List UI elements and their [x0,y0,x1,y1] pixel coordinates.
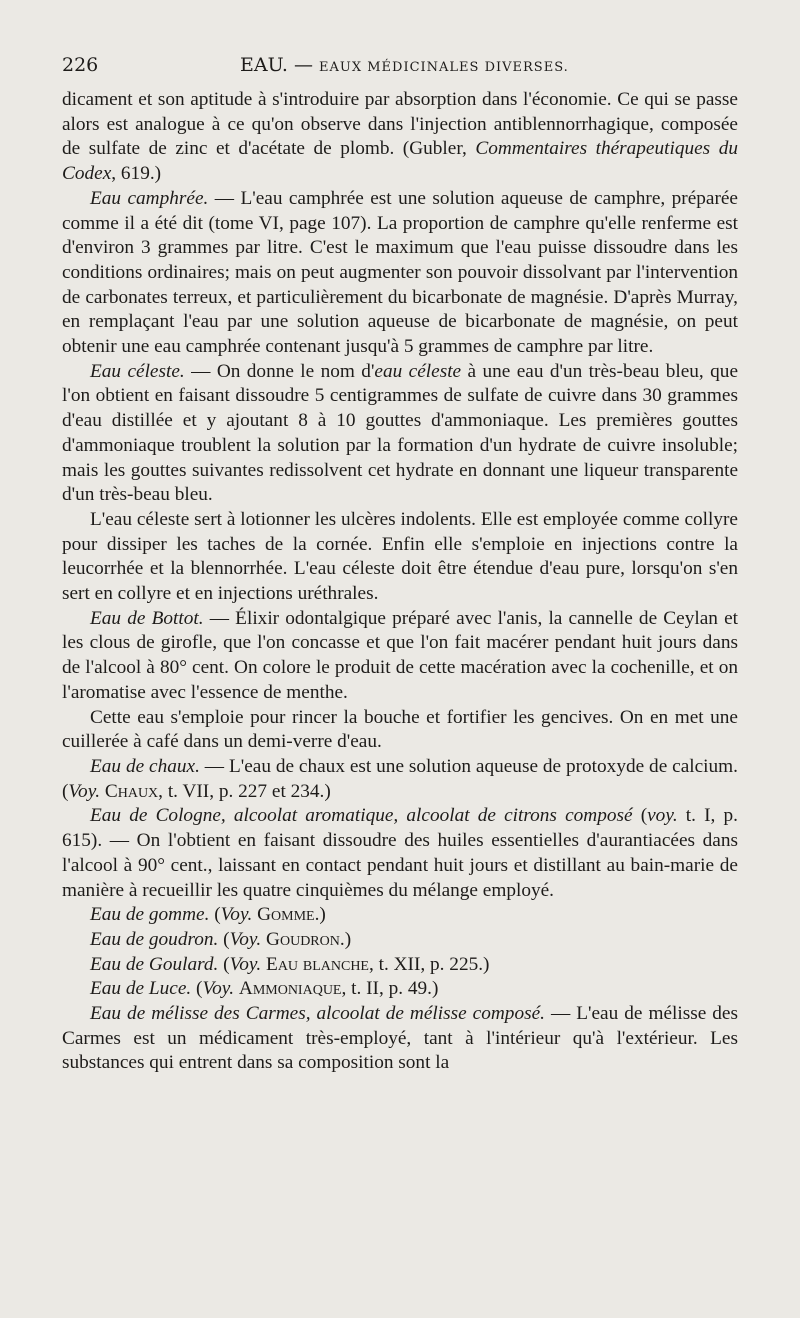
italic-run: voy. [647,805,678,827]
italic-run: Voy. [202,978,235,1000]
text-run: , 619.) [111,163,162,185]
paragraph [62,928,738,953]
italic-run: Voy. [68,780,101,802]
paragraph [62,903,738,928]
text-run: Cette eau s'emploie pour rincer la bouche et fortifier les gencives. On en met une cuillerée à café dans un demi-verre d'eau. [62,706,738,753]
paragraph [62,755,738,804]
running-header [62,54,738,84]
text-run: — Élixir odontalgique préparé avec l'anis, la cannelle de Ceylan et les clous de girofle, que l'on concasse et que l'on fait macérer pendant huit jours dans de l'alcool à 80° cent. On colore le produit de cette macération avec la cochenille, et on l'aromatise avec l'essence de menthe. [62,607,739,703]
text-run: ( [191,978,203,1000]
paragraph [62,508,738,607]
text-run: — L'eau de chaux est une solution aqueuse de protoxyde de calcium. ( [62,755,738,802]
text-run: — L'eau de mélisse des Carmes est un médicament très-employé, tant à l'intérieur qu'à l'extérieur. Les substances qui entrent dans sa composition sont la [62,1003,738,1074]
text-run: ( [209,904,221,926]
text-run: .) [339,928,352,950]
text-run: — L'eau camphrée est une solution aqueuse de camphre, préparée comme il a été dit (tome VI, page 107). La proportion de camphre qu'elle renferme est d'environ 3 grammes par litre. C'est le maximum que l'eau puisse dissoudre dans les conditions ordinaires; mais on peut augmenter son pouvoir dissolvant par l'intervention de carbonates terreux, et particulièrement du bicarbonate de magnésie. D'après Murray, en remplaçant l'eau par une solution aqueuse de bicarbonate de magnésie, on peut obtenir une eau camphrée contenant jusqu'à 5 grammes de camphre par litre. [62,187,738,358]
text-run: , t. II, p. 49.) [341,978,439,1000]
running-title [240,54,569,76]
paragraph [62,360,738,508]
small-caps-run: Goudron [266,928,340,950]
text-run: ( [218,953,230,975]
paragraph [62,953,738,978]
text-run: , t. VII, p. 227 et 234.) [158,780,331,802]
small-caps-run: Chaux [104,780,159,802]
italic-run: Eau céleste. [90,360,185,382]
italic-run: Eau de mélisse des Carmes, alcoolat de mélisse composé. [90,1003,545,1025]
text-run: ( [218,928,230,950]
text-run: .) [314,904,326,926]
paragraph [62,977,738,1002]
italic-run: Eau de chaux. [90,755,200,777]
small-caps-run: Gomme [257,904,315,926]
small-caps-run: Ammoniaque [238,978,342,1000]
page-number: 226 [62,54,99,76]
italic-run: Commentaires thérapeutiques du Codex [62,138,738,185]
italic-run: Voy. [229,953,262,975]
text-run: t. I, p. 615). — On l'obtient en faisant dissoudre des huiles essentielles d'aurantiacées dans l'alcool à 90° cent., laissant en contact pendant huit jours et distillant au bain-marie de manière à recueillir les quatre cinquièmes du mélange employé. [62,805,738,901]
running-title-separator: — [287,54,319,76]
paragraph [62,706,738,755]
italic-run: Eau de Bottot. [90,607,204,629]
running-title-main: EAU. [240,54,288,76]
text-run: L'eau céleste sert à lotionner les ulcères indolents. Elle est employée comme collyre pour dissiper les taches de la cornée. Enfin elle s'emploie en injections contre la leucorrhée et la blennorrhée. L'eau céleste doit être étendue d'eau pure, lorsqu'on s'en sert en collyre et en injections uréthrales. [62,508,738,605]
small-caps-run: Eau blanche [266,953,369,975]
text-run: , t. XII, p. 225.) [368,953,490,975]
italic-run: Eau de gomme. [90,904,210,926]
text-run: dicament et son aptitude à s'introduire par absorption dans l'économie. Ce qui se passe alors est analogue à ce qu'on observe dans l'injection antiblennorrhagique, composée de sulfate de zinc et d'acétate de plomb. (Gubler, [62,89,738,160]
italic-run: Voy. [229,928,262,950]
paragraph [62,187,738,360]
italic-run: eau céleste [374,360,462,382]
italic-run: Eau camphrée. [90,187,209,209]
text-run: à une eau d'un très-beau bleu, que l'on obtient en faisant dissoudre 5 centigrammes de sulfate de cuivre dans 30 grammes d'eau distillée et y ajoutant 8 à 10 gouttes d'ammoniaque. Les premières gouttes d'ammoniaque troublent la solution par la formation d'un hydrate de cuivre insoluble; mais les gouttes suivantes redissolvent cet hydrate en donnant une liqueur transparente d'un très-beau bleu. [62,360,738,506]
italic-run: Eau de Goulard. [90,953,219,975]
italic-run: Eau de Luce. [90,978,192,1000]
paragraph [62,88,738,187]
italic-run: Voy. [220,904,253,926]
paragraph [62,607,738,706]
body-text [62,88,738,1076]
text-run: ( [632,805,648,827]
paragraph [62,1002,738,1076]
paragraph [62,804,738,903]
italic-run: Eau de Cologne, alcoolat aromatique, alcoolat de citrons composé [90,805,633,827]
running-title-subtitle: EAUX MÉDICINALES DIVERSES. [319,60,569,75]
italic-run: Eau de goudron. [90,928,219,950]
text-run: — On donne le nom d' [184,360,375,382]
